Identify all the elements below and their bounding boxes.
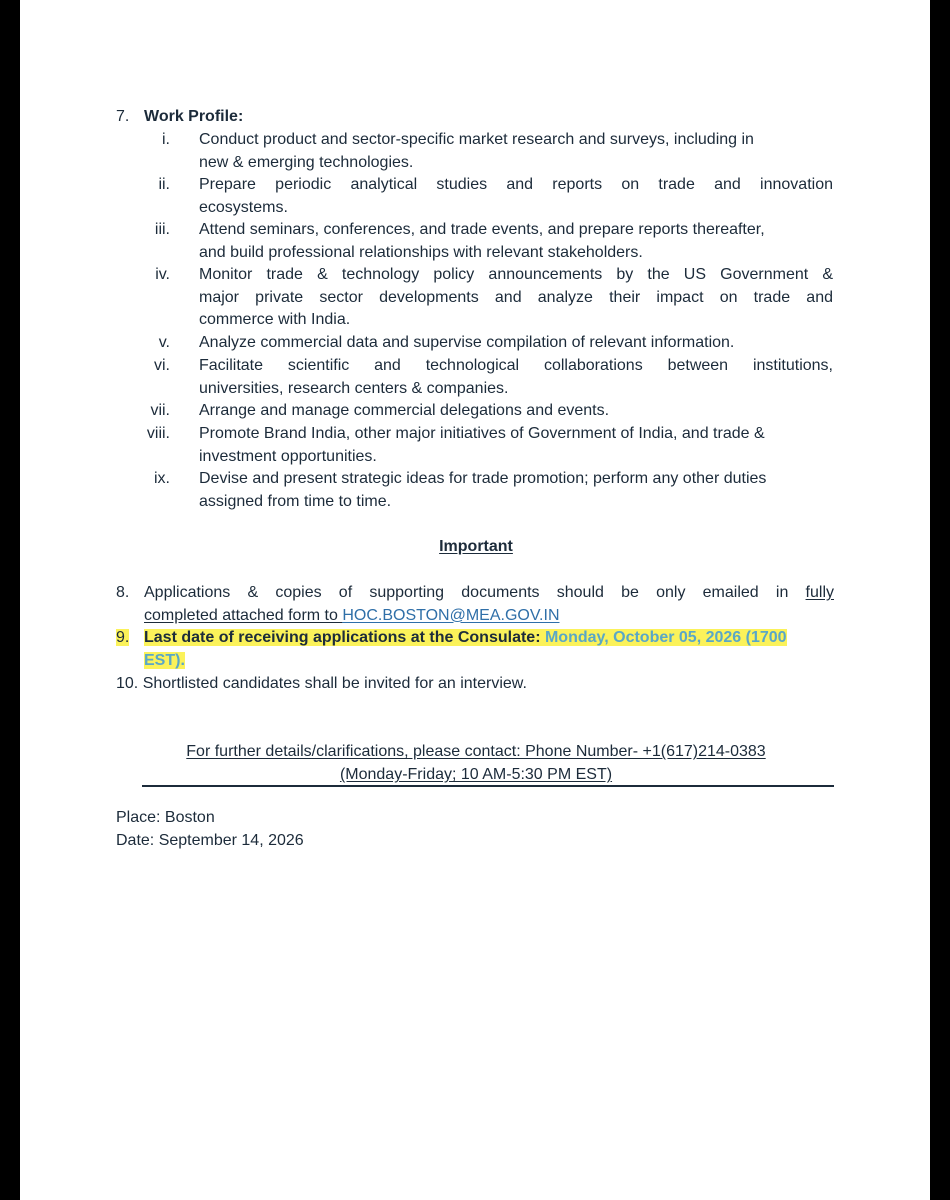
work-profile-item-vii-line1: Arrange and manage commercial delegations and events. xyxy=(199,402,610,419)
work-profile-item-ii xyxy=(199,174,833,219)
work-profile-item-viii xyxy=(199,423,833,468)
item-10-text: Shortlisted candidates shall be invited for an interview. xyxy=(142,675,527,692)
work-profile-item-ix-line1: Devise and present strategic ideas for trade promotion; perform any other duties xyxy=(199,470,767,487)
work-profile-item-ix-line2: assigned from time to time. xyxy=(199,492,392,510)
work-profile-numeral-ii: ii. xyxy=(158,176,170,193)
work-profile-item-v-line1: Analyze commercial data and supervise compilation of relevant information. xyxy=(199,334,735,351)
item-8-number: 8. xyxy=(116,584,130,601)
work-profile-item-iv-line3: commerce with India. xyxy=(199,311,351,328)
work-profile-item-viii-line2: investment opportunities. xyxy=(199,447,377,465)
work-profile-item-iv-line2: major private sector developments and analyze their impact on trade and xyxy=(199,288,833,306)
item-10 xyxy=(116,673,527,696)
item-9-number xyxy=(116,627,144,650)
item-9-number-text: 9. xyxy=(116,629,130,646)
item-8-text xyxy=(144,582,834,627)
work-profile-numeral-i: i. xyxy=(162,131,170,148)
contact-rule xyxy=(142,785,834,787)
work-profile-numeral-v: v. xyxy=(158,334,170,351)
place-line: Place: Boston xyxy=(116,809,215,826)
item-9-text xyxy=(144,627,834,672)
item-7-number: 7. xyxy=(116,108,130,125)
work-profile-numeral-vi: vi. xyxy=(154,357,170,374)
item-9-line1 xyxy=(144,627,834,650)
work-profile-item-vi-line2: universities, research centers & companies. xyxy=(199,379,509,397)
work-profile-item-ii-line1: Prepare periodic analytical studies and reports on trade and innovation xyxy=(199,176,833,193)
work-profile-item-viii-line1: Promote Brand India, other major initiatives of Government of India, and trade & xyxy=(199,425,765,442)
work-profile-item-i xyxy=(199,129,833,174)
item-9-date-line2: EST). xyxy=(144,651,185,669)
email-link[interactable]: HOC.BOSTON@MEA.GOV.IN xyxy=(342,606,560,624)
item-8-line2-text: completed attached form to xyxy=(144,606,343,624)
item-8-line1 xyxy=(144,582,834,605)
work-profile-item-v xyxy=(199,332,833,355)
contact-line1: For further details/clarifications, please contact: Phone Number- +1(617)214-0383 xyxy=(186,743,766,760)
work-profile-item-vi xyxy=(199,355,833,400)
item-9-date-line1: Monday, October 05, 2026 (1700 xyxy=(544,629,787,646)
item-9-line2 xyxy=(144,650,834,673)
work-profile-item-iii-line1: Attend seminars, conferences, and trade events, and prepare reports thereafter, xyxy=(199,221,765,238)
work-profile-numeral-vii: vii. xyxy=(150,402,170,419)
work-profile-numeral-ix: ix. xyxy=(154,470,170,487)
work-profile-item-iv-line1: Monitor trade & technology policy announcements by the US Government & xyxy=(199,266,833,283)
date-line: Date: September 14, 2026 xyxy=(116,832,304,849)
important-heading: Important xyxy=(439,538,513,555)
work-profile-item-iii xyxy=(199,219,833,264)
work-profile-item-vii xyxy=(199,400,833,423)
work-profile-heading: Work Profile: xyxy=(144,108,244,125)
work-profile-item-ii-line2: ecosystems. xyxy=(199,198,288,216)
item-10-number: 10. xyxy=(116,675,139,692)
document-page xyxy=(20,0,930,1200)
item-8-fully: fully xyxy=(805,584,834,601)
work-profile-item-ix xyxy=(199,468,833,513)
work-profile-item-iii-line2: and build professional relationships with relevant stakeholders. xyxy=(199,243,643,261)
work-profile-item-iv xyxy=(199,264,833,332)
work-profile-item-i-line1: Conduct product and sector-specific market research and surveys, including in xyxy=(199,131,754,148)
work-profile-numeral-iv: iv. xyxy=(155,266,170,283)
work-profile-item-vi-line1: Facilitate scientific and technological collaborations between institutions, xyxy=(199,357,833,374)
work-profile-numeral-viii: viii. xyxy=(146,425,170,442)
item-8-line1-text: Applications & copies of supporting documents should be only emailed in xyxy=(144,584,806,601)
work-profile-item-i-line2: new & emerging technologies. xyxy=(199,153,414,171)
item-9-label: Last date of receiving applications at the Consulate: xyxy=(144,629,545,646)
work-profile-numeral-iii: iii. xyxy=(154,221,170,238)
contact-line2: (Monday-Friday; 10 AM-5:30 PM EST) xyxy=(339,766,613,783)
item-8-line2 xyxy=(144,605,834,628)
